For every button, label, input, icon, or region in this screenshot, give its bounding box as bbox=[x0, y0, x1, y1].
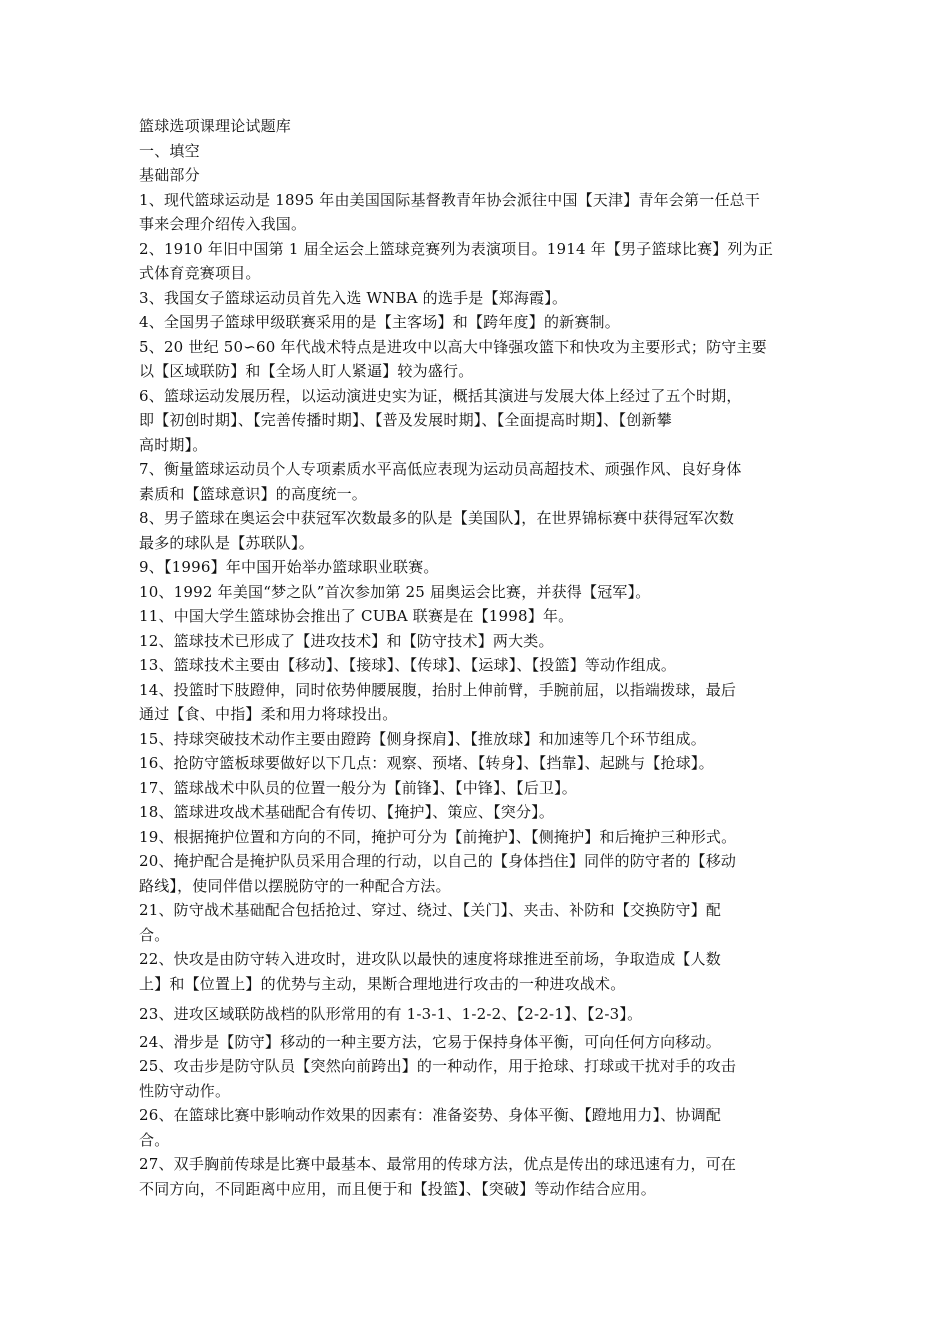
question-text-line: 19、根据掩护位置和方向的不同，掩护可分为【前掩护】、【侧掩护】和后掩护三种形式。 bbox=[139, 827, 737, 846]
question-text-line: 5、20 世纪 50∽60 年代战术特点是进攻中以高大中锋强攻篮下和快攻为主要形式；防守主要 bbox=[139, 337, 767, 356]
question-text-line: 8、男子篮球在奥运会中获冠军次数最多的队是【美国队】，在世界锦标赛中获得冠军次数 bbox=[139, 509, 735, 527]
question-item bbox=[139, 237, 814, 286]
question-item bbox=[139, 1030, 814, 1055]
question-text-line: 以【区域联防】和【全场人盯人紧逼】较为盛行。 bbox=[139, 362, 474, 380]
question-text-line: 上】和【位置上】的优势与主动，果断合理地进行攻击的一种进攻战术。 bbox=[139, 974, 626, 993]
question-text-line: 23、进攻区域联防战档的队形常用的有 1-3-1、1-2-2、【2-2-1】、【2-3】。 bbox=[139, 1005, 643, 1023]
question-text-line: 26、在篮球比赛中影响动作效果的因素有：准备姿势、身体平衡、【蹬地用力】、协调配 bbox=[139, 1106, 722, 1124]
question-item bbox=[139, 678, 814, 727]
question-text-line: 18、篮球进攻战术基础配合有传切、【掩护】、策应、【突分】。 bbox=[139, 803, 555, 821]
question-text-line: 15、持球突破技术动作主要由蹬跨【侧身探肩】、【推放球】和加速等几个环节组成。 bbox=[139, 729, 706, 748]
question-text-line: 路线】，使同伴借以摆脱防守的一种配合方法。 bbox=[139, 876, 451, 895]
question-item bbox=[139, 1002, 814, 1027]
question-item bbox=[139, 629, 814, 654]
question-text-line: 6、篮球运动发展历程，以运动演进史实为证，概括其演进与发展大体上经过了五个时期， bbox=[139, 386, 742, 405]
question-item bbox=[139, 751, 814, 776]
question-text-line: 13、篮球技术主要由【移动】、【接球】、【传球】、【运球】、【投篮】等动作组成。 bbox=[139, 656, 677, 674]
question-item bbox=[139, 800, 814, 825]
question-text-line: 合。 bbox=[139, 925, 170, 944]
question-text-line: 1、现代篮球运动是 1895 年由美国国际基督教青年协会派往中国【天津】青年会第一任总干 bbox=[139, 190, 761, 209]
question-text-line: 14、投篮时下肢蹬伸，同时依势伸腰展腹，抬肘上伸前臂，手腕前屈，以指端拨球，最后 bbox=[139, 680, 737, 699]
question-text-line: 10、1992 年美国“梦之队”首次参加第 25 届奥运会比赛，并获得【冠军】。 bbox=[139, 582, 651, 601]
question-text-line: 即【初创时期】、【完善传播时期】、【普及发展时期】、【全面提高时期】、【创新攀 bbox=[139, 411, 672, 429]
question-item bbox=[139, 1103, 814, 1152]
question-item bbox=[139, 1054, 814, 1103]
question-text-line: 素质和【篮球意识】的高度统一。 bbox=[139, 484, 368, 503]
question-text-line: 22、快攻是由防守转入进攻时，进攻队以最快的速度将球推进至前场，争取造成【人数 bbox=[139, 950, 721, 968]
question-text-line: 最多的球队是【苏联队】。 bbox=[139, 533, 314, 552]
question-text-line: 合。 bbox=[139, 1130, 170, 1149]
question-text-line: 12、篮球技术已形成了【进攻技术】和【防守技术】两大类。 bbox=[139, 631, 554, 650]
question-text-line: 通过【食、中指】柔和用力将球投出。 bbox=[139, 705, 398, 723]
question-item bbox=[139, 286, 814, 311]
question-item bbox=[139, 335, 814, 384]
question-item bbox=[139, 776, 814, 801]
question-item bbox=[139, 604, 814, 629]
question-text-line: 20、掩护配合是掩护队员采用合理的行动，以自己的【身体挡住】同伴的防守者的【移动 bbox=[139, 852, 737, 870]
question-item bbox=[139, 457, 814, 506]
question-text-line: 4、全国男子篮球甲级联赛采用的是【主客场】和【跨年度】的新赛制。 bbox=[139, 313, 620, 331]
question-text-line: 2、1910 年旧中国第 1 届全运会上篮球竞赛列为表演项目。1914 年【男子篮球比赛】列为正 bbox=[139, 239, 774, 258]
question-item bbox=[139, 825, 814, 850]
question-item bbox=[139, 555, 814, 580]
question-text-line: 25、攻击步是防守队员【突然向前跨出】的一种动作，用于抢球、打球或干扰对手的攻击 bbox=[139, 1057, 737, 1075]
question-text-line: 16、抢防守篮板球要做好以下几点：观察、预堵、【转身】、【挡靠】、起跳与【抢球】。 bbox=[139, 754, 714, 772]
question-text-line: 17、篮球战术中队员的位置一般分为【前锋】、【中锋】、【后卫】。 bbox=[139, 778, 577, 797]
question-item bbox=[139, 727, 814, 752]
question-text-line: 9、【1996】年中国开始举办篮球职业联赛。 bbox=[139, 558, 439, 576]
question-list bbox=[139, 188, 814, 1202]
question-item bbox=[139, 384, 814, 458]
question-text-line: 27、双手胸前传球是比赛中最基本、最常用的传球方法，优点是传出的球迅速有力，可在 bbox=[139, 1155, 737, 1173]
document-body bbox=[139, 114, 814, 1201]
question-item bbox=[139, 580, 814, 605]
document-title: 篮球选项课理论试题库 bbox=[139, 117, 292, 135]
question-text-line: 不同方向，不同距离中应用，而且便于和【投篮】、【突破】等动作结合应用。 bbox=[139, 1179, 657, 1198]
question-text-line: 高时期】。 bbox=[139, 435, 208, 454]
question-text-line: 事来会理介绍传入我国。 bbox=[139, 215, 307, 233]
question-text-line: 11、中国大学生篮球协会推出了 CUBA 联赛是在【1998】年。 bbox=[139, 607, 574, 625]
question-text-line: 性防守动作。 bbox=[139, 1081, 231, 1100]
question-item bbox=[139, 898, 814, 947]
question-text-line: 3、我国女子篮球运动员首先入选 WNBA 的选手是【郑海霞】。 bbox=[139, 288, 568, 307]
question-item bbox=[139, 506, 814, 555]
question-item bbox=[139, 188, 814, 237]
question-text-line: 7、衡量篮球运动员个人专项素质水平高低应表现为运动员高超技术、顽强作风、良好身体 bbox=[139, 460, 742, 478]
question-item bbox=[139, 849, 814, 898]
question-text-line: 24、滑步是【防守】移动的一种主要方法，它易于保持身体平衡，可向任何方向移动。 bbox=[139, 1032, 721, 1051]
section-heading: 一、填空 bbox=[139, 141, 200, 160]
question-item bbox=[139, 947, 814, 996]
question-item bbox=[139, 1152, 814, 1201]
question-text-line: 21、防守战术基础配合包括抢过、穿过、绕过、【关门】、夹击、补防和【交换防守】配 bbox=[139, 901, 722, 919]
question-text-line: 式体育竞赛项目。 bbox=[139, 264, 261, 282]
question-item bbox=[139, 310, 814, 335]
question-item bbox=[139, 653, 814, 678]
subsection-heading: 基础部分 bbox=[139, 166, 200, 184]
